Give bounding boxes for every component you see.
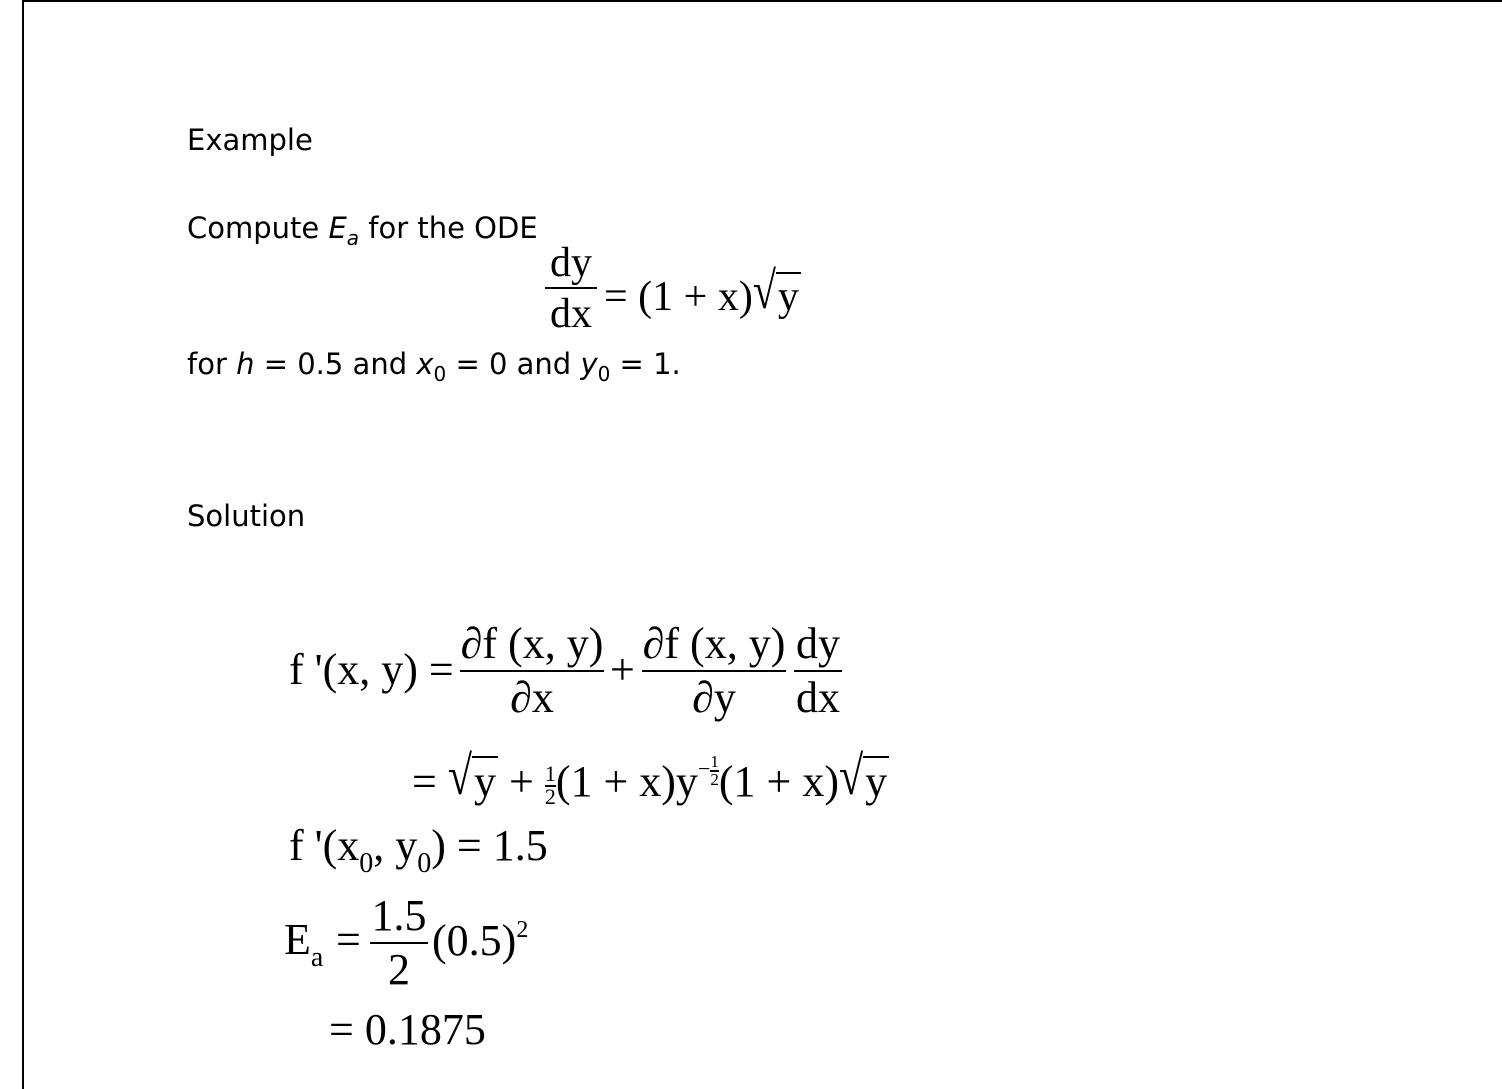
cond-for-text: for <box>187 347 237 381</box>
sol-line4-frac-num: 1.5 <box>371 891 427 940</box>
ode-numerator: dy <box>550 240 592 286</box>
sol-line1-frac-dx-bar <box>460 670 604 672</box>
sol-line2-half <box>544 761 556 809</box>
slide <box>22 0 1502 1089</box>
ode-fraction-bar <box>545 287 597 289</box>
cond-y-symbol: y <box>580 347 598 381</box>
sol-line4-frac <box>370 891 428 994</box>
sol-line1-frac-dydx-num: dy <box>796 619 840 668</box>
sol-line3-comma: , y <box>373 821 418 870</box>
for-the-ode-text: for the ODE <box>359 211 538 245</box>
sol-line2-half-den: 2 <box>544 783 556 809</box>
sol-line2-eq: = <box>412 756 437 806</box>
sol-line1-frac-dy-den: ∂y <box>692 673 736 722</box>
cond-h-symbol: h <box>236 347 255 381</box>
sol-line1-frac-dx-num: ∂f (x, y) <box>460 619 604 668</box>
cond-x-subscript: 0 <box>433 362 447 386</box>
cond-x-symbol: x <box>416 347 434 381</box>
solution-heading: Solution <box>187 499 306 533</box>
sol-line1-plus: + <box>610 645 635 694</box>
ode-derivative-fraction <box>545 242 597 335</box>
cond-x-value: = 0 and <box>446 347 581 381</box>
sol-line1-frac-dy <box>642 619 786 722</box>
sol-line1-frac-dx-den: ∂x <box>510 673 554 722</box>
sol-line1-frac-dy-bar <box>642 670 786 672</box>
sqrt-icon: √ <box>752 263 776 321</box>
problem-statement <box>187 211 538 250</box>
ea-symbol: E <box>328 211 347 245</box>
sqrt-icon: √ <box>447 745 472 807</box>
cond-y-subscript: 0 <box>597 362 611 386</box>
sol-line2-plus: + <box>508 756 534 806</box>
sol-line4-exp: 2 <box>516 917 529 943</box>
sol-line2-half-num: 1 <box>544 761 556 787</box>
sol-line4-E-sub: a <box>310 942 324 973</box>
sol-line2-exp-num: 1 <box>710 752 719 771</box>
ode-sqrt-radicand: y <box>777 274 799 320</box>
sqrt-icon: √ <box>838 745 864 807</box>
ode-rhs-text: = (1 + x) <box>604 274 753 320</box>
sol-line4-frac-bar <box>370 942 428 944</box>
sol-line3-x-sub: 0 <box>359 848 374 879</box>
sol-line4-lhs <box>284 915 324 973</box>
sol-line1-lhs: f '(x, y) = <box>289 645 454 694</box>
sol-line2-exp-den: 2 <box>710 769 719 789</box>
sol-line5: = 0.1875 <box>329 1005 486 1054</box>
cond-y-value: = 1. <box>610 347 681 381</box>
conditions-line <box>187 347 681 386</box>
sol-line2-exponent <box>697 752 719 789</box>
sol-line1-frac-dydx-den: dx <box>796 673 840 722</box>
sol-line2 <box>412 745 889 809</box>
sol-line4-rhs <box>432 918 528 963</box>
ode-denominator: dx <box>550 291 592 337</box>
sol-line1-frac-dx <box>460 619 604 722</box>
sol-line3-y-sub: 0 <box>417 848 432 879</box>
ea-subscript: a <box>346 226 360 250</box>
sol-line3 <box>289 821 548 879</box>
sol-line4-frac-den: 2 <box>388 945 410 994</box>
example-heading: Example <box>187 123 313 157</box>
sol-line2-sqrt2: y <box>865 756 888 806</box>
sol-line3-f: f '(x <box>289 821 360 870</box>
sol-line3-rhs: ) = 1.5 <box>431 821 548 870</box>
sol-line2-exp-sign: − <box>697 755 711 781</box>
sol-line4-eq: = <box>336 915 361 964</box>
sol-line4-rhs-text: (0.5) <box>432 916 517 965</box>
sol-line2-mid: (1 + x)y <box>555 756 698 806</box>
sol-line1-frac-dydx-bar <box>794 670 842 672</box>
sol-line4-E: E <box>284 915 311 964</box>
sol-line1-frac-dydx <box>794 619 842 722</box>
cond-h-value: = 0.5 and <box>254 347 417 381</box>
sol-line2-sqrt1: y <box>473 756 496 806</box>
sol-line1-frac-dy-num: ∂f (x, y) <box>642 619 786 668</box>
compute-text: Compute <box>187 211 329 245</box>
sol-line2-tail: (1 + x) <box>718 756 839 806</box>
sol-line2-exp-frac <box>710 754 719 788</box>
ode-rhs <box>604 263 801 321</box>
